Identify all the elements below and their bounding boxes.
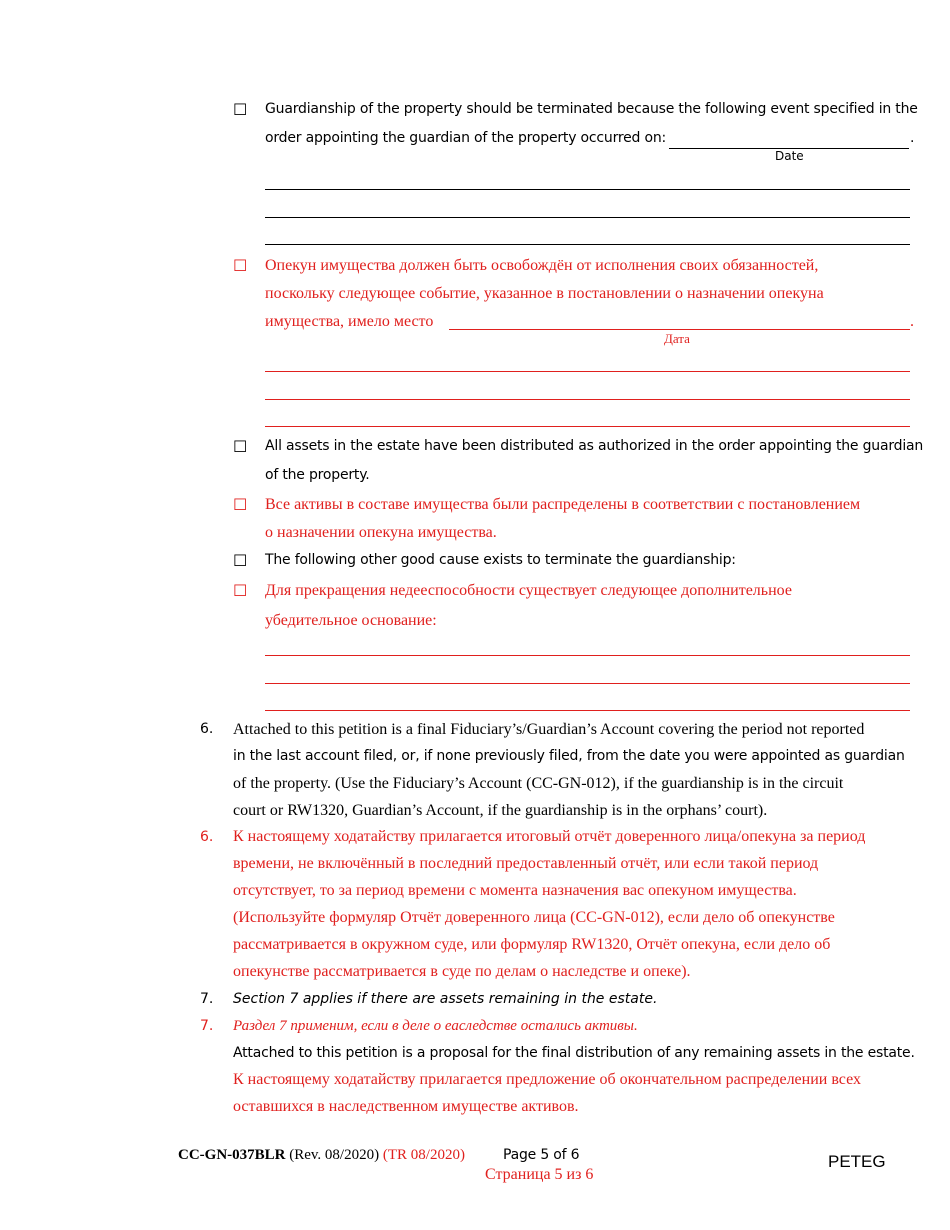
answer-line-ru[interactable] <box>265 426 910 427</box>
property-event-ru-line2: поскольку следующее событие, указанное в постановлении о назначении опекуна <box>265 285 824 302</box>
date-caption-ru: Дата <box>664 331 690 346</box>
other-cause-en-line1: The following other good cause exists to terminate the guardianship: <box>265 552 736 568</box>
section-6-en-line1: Attached to this petition is a final Fiduciary’s/Guardian’s Account covering the period not reported <box>233 721 865 738</box>
section-7-ru-heading: Раздел 7 применим, если в деле о еаследстве остались активы. <box>233 1018 638 1034</box>
section-6-en-line3: of the property. (Use the Fiduciary’s Account (CC-GN-012), if the guardianship is in the circuit <box>233 775 844 792</box>
property-event-ru-line3: имущества, имело место <box>265 313 434 330</box>
answer-line[interactable] <box>265 189 910 190</box>
section-6-ru-number: 6. <box>200 829 214 845</box>
checkbox-assets-distributed[interactable]: ☐ <box>233 437 248 456</box>
form-code: CC-GN-037BLR <box>178 1147 286 1163</box>
other-cause-ru-line1: Для прекращения недееспособности существует следующее дополнительное <box>265 582 792 599</box>
translation-revision: (TR 08/2020) <box>382 1147 465 1163</box>
section-7-en-body: Attached to this petition is a proposal for the final distribution of any remaining assets in the estate. <box>233 1045 915 1061</box>
checkbox-other-cause-ru[interactable]: ☐ <box>233 581 248 600</box>
answer-line-ru[interactable] <box>265 399 910 400</box>
form-code-block <box>178 1147 465 1164</box>
page-number: Page 5 of 6 <box>503 1147 580 1163</box>
date-field-line-ru[interactable] <box>449 329 910 330</box>
section-7-number: 7. <box>200 991 214 1007</box>
section-6-ru-line2: времени, не включённый в последний предоставленный отчёт, или если такой период <box>233 855 819 872</box>
period-ru: . <box>910 313 914 330</box>
answer-line[interactable] <box>265 244 910 245</box>
period: . <box>910 130 915 146</box>
answer-line[interactable] <box>265 217 910 218</box>
other-cause-ru-line2: убедительное основание: <box>265 612 437 629</box>
date-caption: Date <box>775 149 804 163</box>
section-6-ru-line4: (Используйте формуляр Отчёт доверенного лица (CC-GN-012), если дело об опекунстве <box>233 909 835 926</box>
section-7-ru-body2: оставшихся в наследственном имуществе активов. <box>233 1098 579 1115</box>
assets-distributed-en-line1: All assets in the estate have been distributed as authorized in the order appointing the guardian <box>265 438 924 454</box>
property-event-en-line2: order appointing the guardian of the property occurred on: <box>265 130 667 146</box>
section-7-en-heading: Section 7 applies if there are assets remaining in the estate. <box>233 991 658 1007</box>
page-number-ru: Страница 5 из 6 <box>485 1166 594 1183</box>
assets-distributed-en-line2: of the property. <box>265 467 370 483</box>
answer-line-ru[interactable] <box>265 683 910 684</box>
checkbox-other-cause[interactable]: ☐ <box>233 551 248 570</box>
answer-line-ru[interactable] <box>265 371 910 372</box>
section-6-en-line4: court or RW1320, Guardian’s Account, if the guardianship is in the orphans’ court). <box>233 802 768 819</box>
section-6-en-line2: in the last account filed, or, if none previously filed, from the date you were appointed as guardian <box>233 748 905 764</box>
section-6-ru-line1: К настоящему ходатайству прилагается итоговый отчёт доверенного лица/опекуна за период <box>233 828 866 845</box>
section-7-ru-body1: К настоящему ходатайству прилагается предложение об окончательном распределении всех <box>233 1071 861 1088</box>
section-6-number: 6. <box>200 721 214 737</box>
checkbox-property-event[interactable]: ☐ <box>233 100 248 119</box>
section-6-ru-line3: отсутствует, то за период времени с момента назначения вас опекуном имущества. <box>233 882 797 899</box>
assets-distributed-ru-line1: Все активы в составе имущества были распределены в соответствии с постановлением <box>265 496 861 513</box>
section-7-ru-number: 7. <box>200 1018 214 1034</box>
revision: (Rev. 08/2020) <box>289 1147 380 1163</box>
answer-line-ru[interactable] <box>265 710 910 711</box>
form-tag: PETEG <box>828 1152 886 1171</box>
section-6-ru-line6: опекунстве рассматривается в суде по делам о наследстве и опеке). <box>233 963 691 980</box>
assets-distributed-ru-line2: о назначении опекуна имущества. <box>265 524 497 541</box>
checkbox-property-event-ru[interactable]: ☐ <box>233 256 248 275</box>
section-6-ru-line5: рассматривается в окружном суде, или формуляр RW1320, Отчёт опекуна, если дело об <box>233 936 831 953</box>
answer-line-ru[interactable] <box>265 655 910 656</box>
property-event-ru-line1: Опекун имущества должен быть освобождён от исполнения своих обязанностей, <box>265 257 819 274</box>
property-event-en-line1: Guardianship of the property should be terminated because the following event specified in the <box>265 101 918 117</box>
checkbox-assets-distributed-ru[interactable]: ☐ <box>233 495 248 514</box>
